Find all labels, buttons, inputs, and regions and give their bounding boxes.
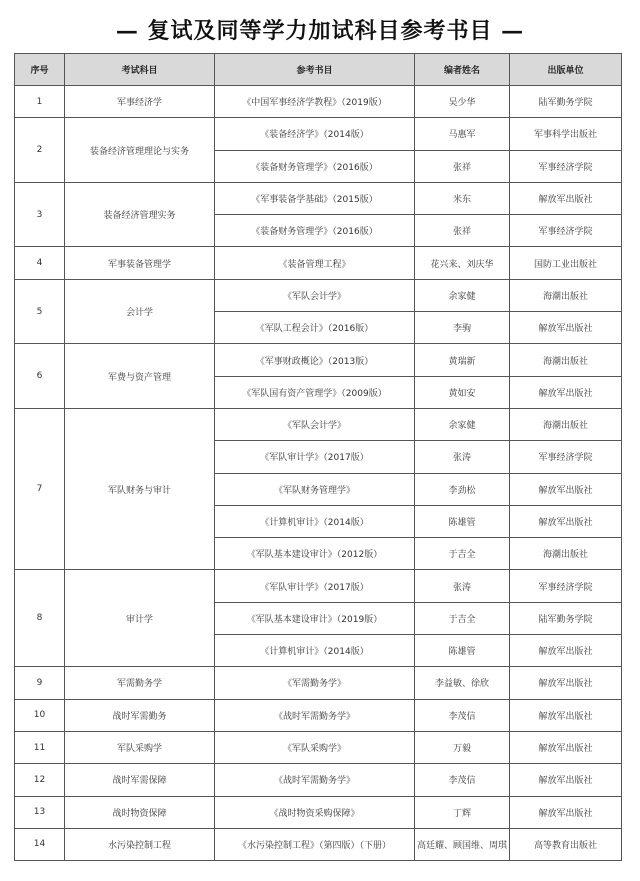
- cell-subject: 战时物资保障: [65, 796, 215, 828]
- cell-publisher: 军事经济学院: [510, 441, 622, 473]
- cell-subject: 军事经济学: [65, 86, 215, 118]
- cell-author: 余家健: [415, 279, 510, 311]
- header-author: 编者姓名: [415, 54, 510, 86]
- cell-subject: 水污染控制工程: [65, 828, 215, 860]
- cell-author: 米东: [415, 182, 510, 214]
- cell-author: 李茂信: [415, 699, 510, 731]
- cell-author: 张祥: [415, 215, 510, 247]
- cell-book: 《军队基本建设审计》（2012版）: [215, 538, 415, 570]
- table-row: [15, 118, 622, 150]
- cell-author: 花兴来、刘庆华: [415, 247, 510, 279]
- cell-publisher: 解放军出版社: [510, 764, 622, 796]
- header-publisher: 出版单位: [510, 54, 622, 86]
- table-row: [15, 279, 622, 311]
- cell-subject: 装备经济管理理论与实务: [65, 118, 215, 183]
- cell-book: 《战时物资采购保障》: [215, 796, 415, 828]
- cell-author: 张祥: [415, 150, 510, 182]
- table-row: [15, 796, 622, 828]
- cell-subject: 军队财务与审计: [65, 408, 215, 569]
- table-header-row: [15, 54, 622, 86]
- cell-publisher: 解放军出版社: [510, 182, 622, 214]
- cell-publisher: 军事经济学院: [510, 570, 622, 602]
- cell-book: 《军队会计学》: [215, 279, 415, 311]
- cell-author: 马惠军: [415, 118, 510, 150]
- cell-book: 《计算机审计》（2014版）: [215, 635, 415, 667]
- cell-subject: 审计学: [65, 570, 215, 667]
- cell-book: 《军队财务管理学》: [215, 473, 415, 505]
- header-book: 参考书目: [215, 54, 415, 86]
- cell-publisher: 军事科学出版社: [510, 118, 622, 150]
- cell-book: 《军队审计学》（2017版）: [215, 441, 415, 473]
- cell-publisher: 陆军勤务学院: [510, 602, 622, 634]
- cell-publisher: 高等教育出版社: [510, 828, 622, 860]
- cell-author: 李劲松: [415, 473, 510, 505]
- cell-book: 《装备财务管理学》（2016版）: [215, 150, 415, 182]
- cell-book: 《军队国有资产管理学》（2009版）: [215, 376, 415, 408]
- cell-subject: 战时军需保障: [65, 764, 215, 796]
- table-row: [15, 408, 622, 440]
- table-row: [15, 570, 622, 602]
- cell-no: 4: [15, 247, 65, 279]
- cell-no: 14: [15, 828, 65, 860]
- cell-book: 《中国军事经济学教程》（2019版）: [215, 86, 415, 118]
- cell-author: 吴少华: [415, 86, 510, 118]
- cell-publisher: 解放军出版社: [510, 505, 622, 537]
- cell-subject: 军需勤务学: [65, 667, 215, 699]
- cell-author: 李驹: [415, 312, 510, 344]
- page-title: — 复试及同等学力加试科目参考书目 —: [115, 18, 525, 44]
- table-row: [15, 182, 622, 214]
- cell-publisher: 军事经济学院: [510, 150, 622, 182]
- cell-book: 《军队会计学》: [215, 408, 415, 440]
- cell-publisher: 解放军出版社: [510, 473, 622, 505]
- cell-no: 1: [15, 86, 65, 118]
- cell-publisher: 解放军出版社: [510, 731, 622, 763]
- cell-publisher: 国防工业出版社: [510, 247, 622, 279]
- cell-author: 万毅: [415, 731, 510, 763]
- cell-subject: 军队采购学: [65, 731, 215, 763]
- cell-book: 《军队审计学》（2017版）: [215, 570, 415, 602]
- cell-publisher: 解放军出版社: [510, 376, 622, 408]
- table-row: [15, 731, 622, 763]
- cell-publisher: 解放军出版社: [510, 635, 622, 667]
- cell-book: 《军事装备学基础》（2015版）: [215, 182, 415, 214]
- cell-author: 余家健: [415, 408, 510, 440]
- table-row: [15, 86, 622, 118]
- cell-book: 《军需勤务学》: [215, 667, 415, 699]
- cell-author: 张涛: [415, 570, 510, 602]
- cell-book: 《军队采购学》: [215, 731, 415, 763]
- cell-publisher: 海潮出版社: [510, 344, 622, 376]
- cell-publisher: 解放军出版社: [510, 796, 622, 828]
- cell-author: 黄瑞新: [415, 344, 510, 376]
- cell-publisher: 军事经济学院: [510, 215, 622, 247]
- table-row: [15, 667, 622, 699]
- cell-subject: 装备经济管理实务: [65, 182, 215, 247]
- cell-no: 10: [15, 699, 65, 731]
- cell-no: 5: [15, 279, 65, 344]
- cell-book: 《装备经济学》（2014版）: [215, 118, 415, 150]
- cell-subject: 会计学: [65, 279, 215, 344]
- table-row: [15, 699, 622, 731]
- table-row: [15, 344, 622, 376]
- cell-author: 于吉全: [415, 538, 510, 570]
- cell-book: 《军队基本建设审计》（2019版）: [215, 602, 415, 634]
- cell-no: 3: [15, 182, 65, 247]
- table-body: [15, 86, 622, 861]
- cell-no: 12: [15, 764, 65, 796]
- cell-publisher: 海潮出版社: [510, 279, 622, 311]
- cell-publisher: 解放军出版社: [510, 699, 622, 731]
- table-row: [15, 247, 622, 279]
- cell-author: 张涛: [415, 441, 510, 473]
- cell-book: 《水污染控制工程》（第四版）（下册）: [215, 828, 415, 860]
- table-row: [15, 828, 622, 860]
- cell-book: 《装备财务管理学》（2016版）: [215, 215, 415, 247]
- cell-author: 高廷耀、顾国维、周琪: [415, 828, 510, 860]
- header-no: 序号: [15, 54, 65, 86]
- table-row: [15, 764, 622, 796]
- cell-no: 13: [15, 796, 65, 828]
- cell-book: 《装备管理工程》: [215, 247, 415, 279]
- cell-publisher: 解放军出版社: [510, 667, 622, 699]
- cell-subject: 战时军需勤务: [65, 699, 215, 731]
- header-subject: 考试科目: [65, 54, 215, 86]
- cell-no: 8: [15, 570, 65, 667]
- cell-book: 《计算机审计》（2014版）: [215, 505, 415, 537]
- cell-no: 6: [15, 344, 65, 409]
- cell-author: 丁辉: [415, 796, 510, 828]
- cell-book: 《军队工程会计》（2016版）: [215, 312, 415, 344]
- cell-book: 《军事财政概论》（2013版）: [215, 344, 415, 376]
- cell-publisher: 陆军勤务学院: [510, 86, 622, 118]
- cell-publisher: 海潮出版社: [510, 538, 622, 570]
- cell-book: 《战时军需勤务学》: [215, 764, 415, 796]
- cell-no: 2: [15, 118, 65, 183]
- cell-no: 7: [15, 408, 65, 569]
- cell-author: 黄如安: [415, 376, 510, 408]
- cell-no: 9: [15, 667, 65, 699]
- reference-books-table: [14, 53, 622, 861]
- cell-publisher: 解放军出版社: [510, 312, 622, 344]
- cell-publisher: 海潮出版社: [510, 408, 622, 440]
- cell-author: 李茂信: [415, 764, 510, 796]
- cell-author: 李益敏、徐欣: [415, 667, 510, 699]
- cell-author: 于吉全: [415, 602, 510, 634]
- cell-subject: 军事装备管理学: [65, 247, 215, 279]
- cell-no: 11: [15, 731, 65, 763]
- cell-author: 陈雄管: [415, 505, 510, 537]
- cell-book: 《战时军需勤务学》: [215, 699, 415, 731]
- cell-subject: 军费与资产管理: [65, 344, 215, 409]
- cell-author: 陈雄管: [415, 635, 510, 667]
